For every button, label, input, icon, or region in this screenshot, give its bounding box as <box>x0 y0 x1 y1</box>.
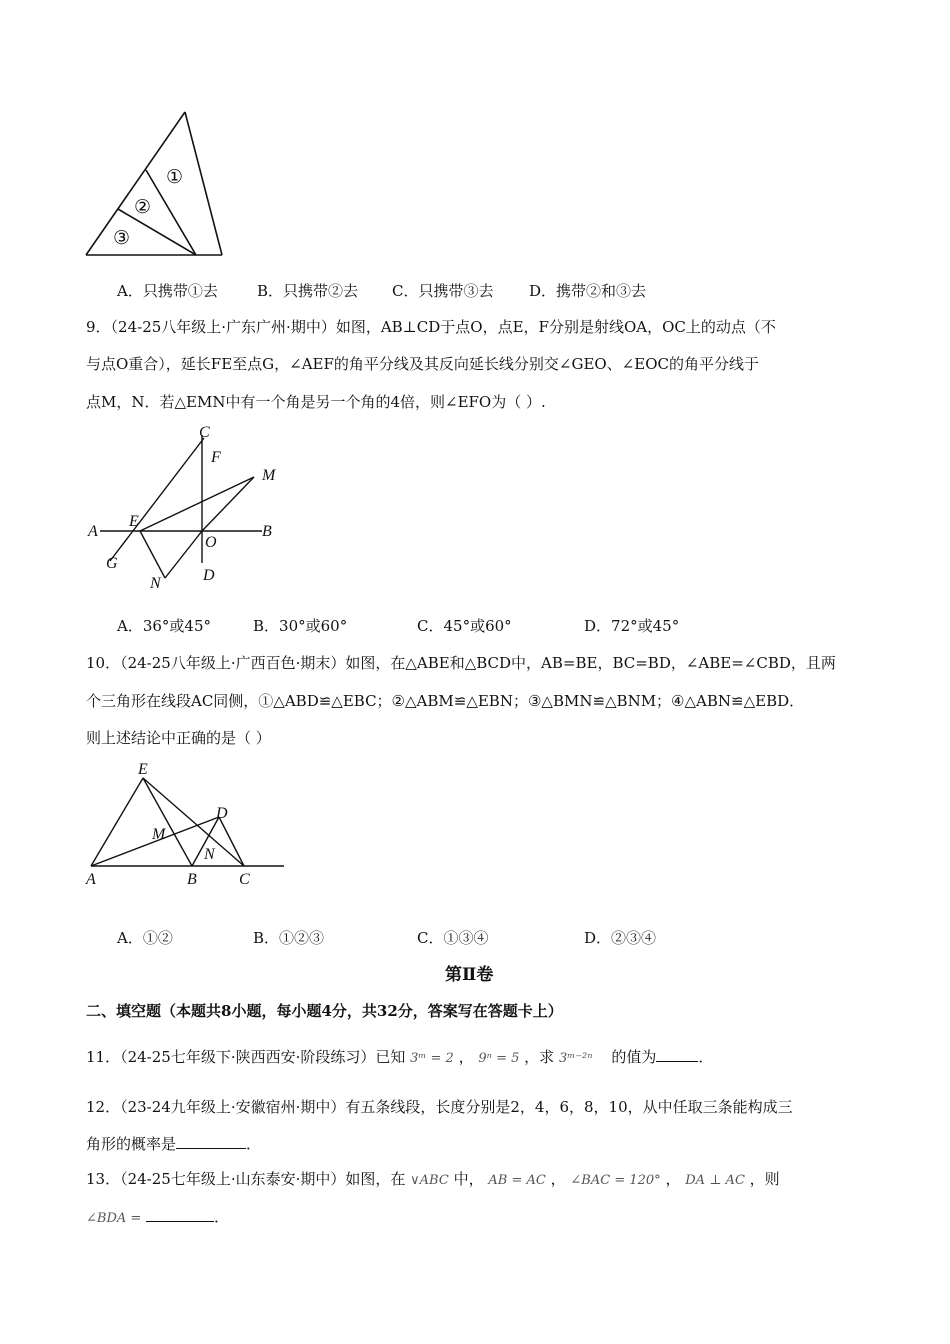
q12-line2 <box>86 1133 261 1154</box>
q10-text-line2: 个三角形在线段AC同侧，①△ABD≌△EBC；②△ABM≌△EBN；③△BMN≌△BNM；④△ABN≌△EBD． <box>86 692 805 710</box>
q9-label-a: A <box>88 523 98 540</box>
section-heading: 二、填空题（本题共8小题，每小题4分，共32分，答案写在答题卡上） <box>86 1002 563 1020</box>
q12-text-line1: 12．（23-24九年级上·安徽宿州·期中）有五条线段，长度分别是2，4，6，8，10，从中任取三条能构成三 <box>86 1098 793 1116</box>
q11-end: ． <box>698 1048 714 1066</box>
q13-mid1: 中， <box>453 1170 484 1188</box>
q9-label-o: O <box>205 534 217 551</box>
q9-label-c: C <box>199 424 210 441</box>
q11-expr2: 9ⁿ = 5 <box>478 1051 520 1066</box>
q13-triangle: ∨ABC <box>410 1173 449 1188</box>
q8-label-1: ① <box>166 166 184 188</box>
q10-figure <box>84 758 289 888</box>
q13-expr1: AB = AC <box>488 1173 546 1188</box>
q9-text-line2: 与点O重合），延长FE至点G，∠AEF的角平分线及其反向延长线分别交∠GEO、∠EOC的角平分线于 <box>86 355 759 373</box>
q9-option-c: C．45°或60° <box>417 617 512 635</box>
q13-end1: ，则 <box>749 1170 780 1188</box>
q8-label-2: ② <box>134 196 152 218</box>
q13-end2: ． <box>214 1208 230 1226</box>
q9-label-e: E <box>129 513 139 530</box>
q11-suffix: 的值为 <box>611 1048 657 1066</box>
q9-label-n: N <box>150 575 161 592</box>
q10-label-m: M <box>152 826 166 843</box>
section-title: 第Ⅱ卷 <box>445 965 494 985</box>
q11-line: 11．（24-25七年级下·陕西西安·阶段练习）已知 3ᵐ = 2 ， 9ⁿ = 5 ，求 3ᵐ⁻²ⁿ 的值为 ． <box>86 1048 714 1066</box>
q9-option-b: B．30°或60° <box>253 617 348 635</box>
q13-expr2: ∠BAC = 120° <box>570 1173 661 1188</box>
q12-answer-blank[interactable] <box>176 1134 246 1149</box>
q8-option-b: B．只携带②去 <box>257 282 359 300</box>
q11-expr1: 3ᵐ = 2 <box>410 1051 454 1066</box>
q8-label-3: ③ <box>113 227 131 249</box>
q9-option-a: A．36°或45° <box>117 617 212 635</box>
q13-line2 <box>86 1206 229 1227</box>
q13-prefix: 13．（24-25七年级上·山东泰安·期中）如图，在 <box>86 1170 406 1188</box>
q13-expr3: DA ⊥ AC <box>685 1173 745 1188</box>
q10-text-line1: 10．（24-25八年级上·广西百色·期末）如图，在△ABE和△BCD中，AB=BE，BC=BD，∠ABE=∠CBD，且两 <box>86 654 836 672</box>
q9-label-g: G <box>106 555 118 572</box>
q9-label-d: D <box>203 567 215 584</box>
q8-option-d: D．携带②和③去 <box>529 282 647 300</box>
q10-option-a: A．①② <box>117 929 173 947</box>
q9-figure <box>86 420 286 600</box>
q10-option-c: C．①③④ <box>417 929 489 947</box>
q10-label-b: B <box>187 871 197 888</box>
q10-option-d: D．②③④ <box>584 929 657 947</box>
q12-text-line2: 角形的概率是 <box>86 1135 177 1153</box>
q10-text-line3: 则上述结论中正确的是（ ） <box>86 729 271 747</box>
q10-label-a: A <box>86 871 96 888</box>
q9-label-m: M <box>262 467 276 484</box>
q10-option-b: B．①②③ <box>253 929 325 947</box>
q13-line2-expr: ∠BDA = <box>86 1211 142 1226</box>
q10-label-n: N <box>204 846 215 863</box>
q11-mid: ，求 <box>524 1048 555 1066</box>
q12-end: ． <box>246 1135 262 1153</box>
q9-label-f: F <box>211 449 221 466</box>
q9-text-line3: 点M，N．若△EMN中有一个角是另一个角的4倍，则∠EFO为（ ）. <box>86 393 546 411</box>
q11-answer-blank[interactable] <box>656 1047 698 1062</box>
q10-label-e: E <box>138 761 148 778</box>
q11-prefix: 11．（24-25七年级下·陕西西安·阶段练习）已知 <box>86 1048 406 1066</box>
q8-option-a: A．只携带①去 <box>117 282 218 300</box>
q13-line1: 13．（24-25七年级上·山东泰安·期中）如图，在 ∨ABC 中， AB = AC ， ∠BAC = 120° ， DA ⊥ AC ，则 <box>86 1170 780 1188</box>
q9-label-b: B <box>262 523 272 540</box>
q10-label-d: D <box>216 805 228 822</box>
q11-expr3: 3ᵐ⁻²ⁿ <box>558 1051 593 1066</box>
q10-label-c: C <box>239 871 250 888</box>
q8-figure <box>84 110 229 260</box>
q9-text-line1: 9．（24-25八年级上·广东广州·期中）如图，AB⊥CD于点O，点E，F分别是射线OA，OC上的动点（不 <box>86 318 776 336</box>
q13-answer-blank[interactable] <box>146 1207 214 1222</box>
q8-option-c: C．只携带③去 <box>392 282 494 300</box>
q9-option-d: D．72°或45° <box>584 617 680 635</box>
